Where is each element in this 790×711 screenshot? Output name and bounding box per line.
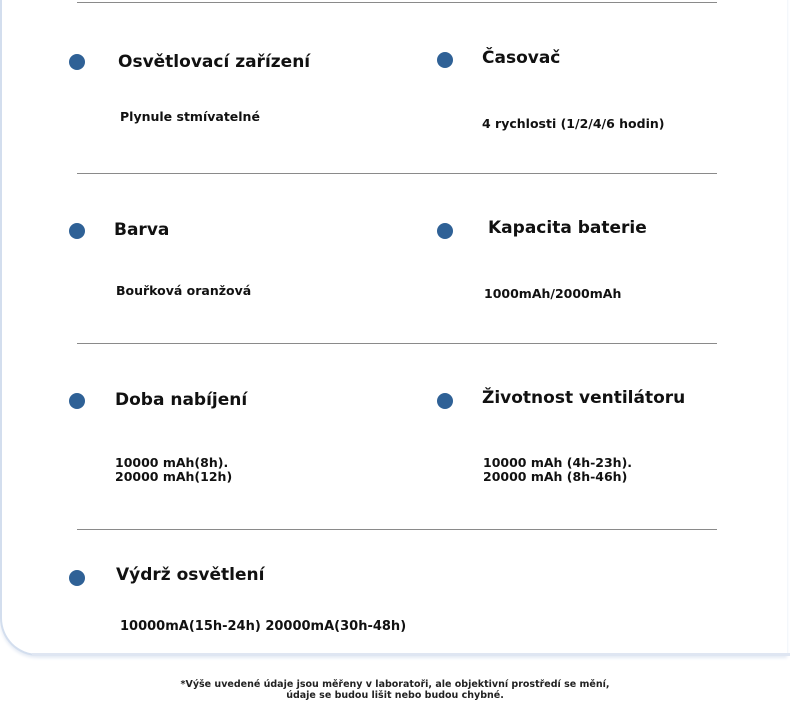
spec-title: Doba nabíjení	[115, 390, 248, 410]
bullet-icon	[69, 393, 85, 409]
spec-value: Plynule stmívatelné	[120, 109, 260, 124]
spec-title: Výdrž osvětlení	[116, 565, 265, 585]
bullet-icon	[437, 52, 453, 68]
spec-value: 1000mAh/2000mAh	[484, 286, 622, 301]
spec-value-line: 10000 mAh (4h-23h).	[483, 455, 633, 470]
spec-value	[483, 456, 632, 484]
footnote	[0, 679, 790, 701]
footnote-line: *Výše uvedené údaje jsou měřeny v laboratoři, ale objektivní prostředí se mění,	[180, 679, 610, 690]
spec-value-line: 20000 mAh(12h)	[115, 469, 233, 484]
spec-title: Barva	[114, 220, 170, 240]
spec-value: 10000mA(15h-24h) 20000mA(30h-48h)	[120, 619, 407, 634]
separator	[77, 2, 717, 3]
footnote-line: údaje se budou lišit nebo budou chybné.	[286, 690, 504, 701]
spec-value-line: 20000 mAh (8h-46h)	[483, 469, 628, 484]
spec-value: Bouřková oranžová	[116, 283, 252, 298]
bullet-icon	[69, 223, 85, 239]
separator	[77, 529, 717, 530]
spec-title: Životnost ventilátoru	[482, 388, 686, 408]
spec-title: Časovač	[482, 48, 561, 68]
bullet-icon	[69, 570, 85, 586]
spec-value-line: 10000 mAh(8h).	[115, 455, 229, 470]
separator	[77, 343, 717, 344]
spec-title: Kapacita baterie	[488, 218, 647, 238]
bullet-icon	[437, 393, 453, 409]
bullet-icon	[437, 223, 453, 239]
spec-value: 4 rychlosti (1/2/4/6 hodin)	[482, 116, 665, 131]
bullet-icon	[69, 54, 85, 70]
spec-value	[115, 456, 232, 484]
spec-title: Osvětlovací zařízení	[118, 52, 311, 72]
separator	[77, 173, 717, 174]
